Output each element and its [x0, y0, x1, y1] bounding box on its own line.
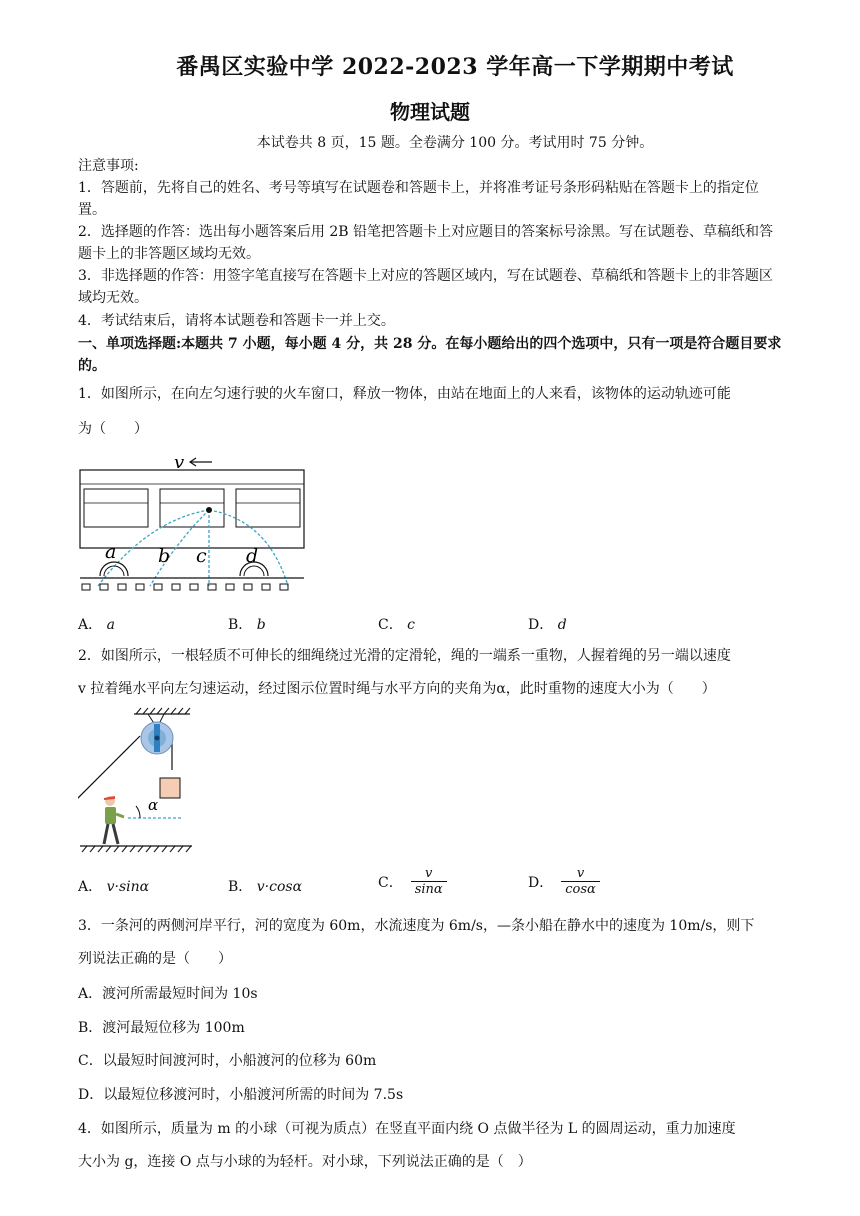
exam-subject: 物理试题 — [390, 100, 470, 124]
sleepers — [82, 584, 288, 590]
q1-stem-cont: 为（ ） — [78, 421, 148, 437]
q1-option-c[interactable]: C． c — [378, 617, 416, 633]
ceiling-hatch — [136, 708, 190, 714]
q2-stem-cont: v 拉着绳水平向左匀速运动，经过图示位置时绳与水平方向的夹角为α，此时重物的速度大小为（ ） — [78, 681, 716, 697]
ground-hatch — [82, 846, 191, 852]
q1-option-d[interactable]: D． d — [528, 617, 567, 633]
fraction-denominator: cosα — [561, 881, 600, 897]
fraction-numerator: v — [425, 866, 433, 881]
notes-heading: 注意事项: — [78, 158, 139, 174]
q1-option-a[interactable]: A． a — [78, 617, 115, 633]
note-item-4: 4．考试结束后，请将本试题卷和答题卡一并上交。 — [78, 313, 395, 329]
train-body — [80, 470, 304, 548]
label-a: a — [105, 541, 117, 563]
exam-title: 番禺区实验中学 2022-2023 学年高一下学期期中考试 — [176, 54, 734, 80]
q4-stem: 4．如图所示，质量为 m 的小球（可视为质点）在竖直平面内绕 O 点做半径为 L 的圆周运动，重力加速度 — [78, 1121, 736, 1137]
q2-option-c[interactable]: C． $\frac{v}{\sin\alpha}$ — [378, 866, 447, 897]
q4-stem-cont: 大小为 g，连接 O 点与小球的为轻杆。对小球，下列说法正确的是（ ） — [78, 1154, 532, 1170]
q2-option-a[interactable]: A． v·sinα — [78, 879, 150, 895]
q3-option-a[interactable]: A．渡河所需最短时间为 10s — [78, 986, 258, 1002]
fraction-denominator: sinα — [411, 881, 447, 897]
fraction-numerator: v — [576, 866, 585, 881]
exam-info: 本试卷共 8 页，15 题。全卷满分 100 分。考试用时 75 分钟。 — [256, 135, 654, 151]
label-d: d — [246, 545, 259, 567]
release-point — [206, 507, 212, 513]
pulley-figure — [78, 706, 196, 858]
q1-stem: 1．如图所示，在向左匀速行驶的火车窗口，释放一物体，由站在地面上的人来看，该物体的运动轨迹可能 — [78, 386, 731, 402]
label-c: c — [196, 545, 207, 567]
note-item-2: 2．选择题的作答：选出每小题答案后用 2B 铅笔把答题卡上对应题目的答案标号涂黑。写在试题卷、草稿纸和答题卡上的非答题区域均无效。 — [78, 224, 774, 262]
q3-option-d[interactable]: D．以最短位移渡河时，小船渡河所需的时间为 7.5s — [78, 1087, 404, 1103]
velocity-label: v — [174, 452, 185, 473]
q2-stem: 2．如图所示，一根轻质不可伸长的细绳绕过光滑的定滑轮，绳的一端系一重物，人握着绳的另一端以速度 — [78, 648, 731, 664]
section-heading: 一、单项选择题:本题共 7 小题，每小题 4 分，共 28 分。在每小题给出的四个选项中，只有一项是符合题目要求的。 — [78, 336, 782, 374]
q2-option-d[interactable]: D． $\frac{v}{\cos\alpha}$ — [528, 866, 600, 897]
note-item-1: 1．答题前，先将自己的姓名、考号等填写在试题卷和答题卡上，并将准考证号条形码粘贴在答题卡上的指定位置。 — [78, 180, 759, 218]
q3-option-b[interactable]: B．渡河最短位移为 100m — [78, 1020, 245, 1036]
person-figure — [104, 796, 124, 844]
q1-option-b[interactable]: B． b — [228, 617, 266, 633]
train-figure — [78, 450, 310, 596]
angle-label: α — [148, 796, 159, 814]
weight-block — [160, 778, 180, 798]
q3-stem: 3．一条河的两侧河岸平行，河的宽度为 60m，水流速度为 6m/s，—条小船在静水中的速度为 10m/s，则下 — [78, 918, 755, 934]
label-b: b — [158, 545, 171, 567]
note-item-3: 3．非选择题的作答：用签字笔直接写在答题卡上对应的答题区域内，写在试题卷、草稿纸和答题卡上的非答题区域均无效。 — [78, 268, 773, 306]
q3-stem-cont: 列说法正确的是（ ） — [78, 951, 232, 967]
q3-option-c[interactable]: C．以最短时间渡河时，小船渡河的位移为 60m — [78, 1053, 377, 1069]
q2-option-b[interactable]: B． v·cosα — [228, 879, 303, 895]
